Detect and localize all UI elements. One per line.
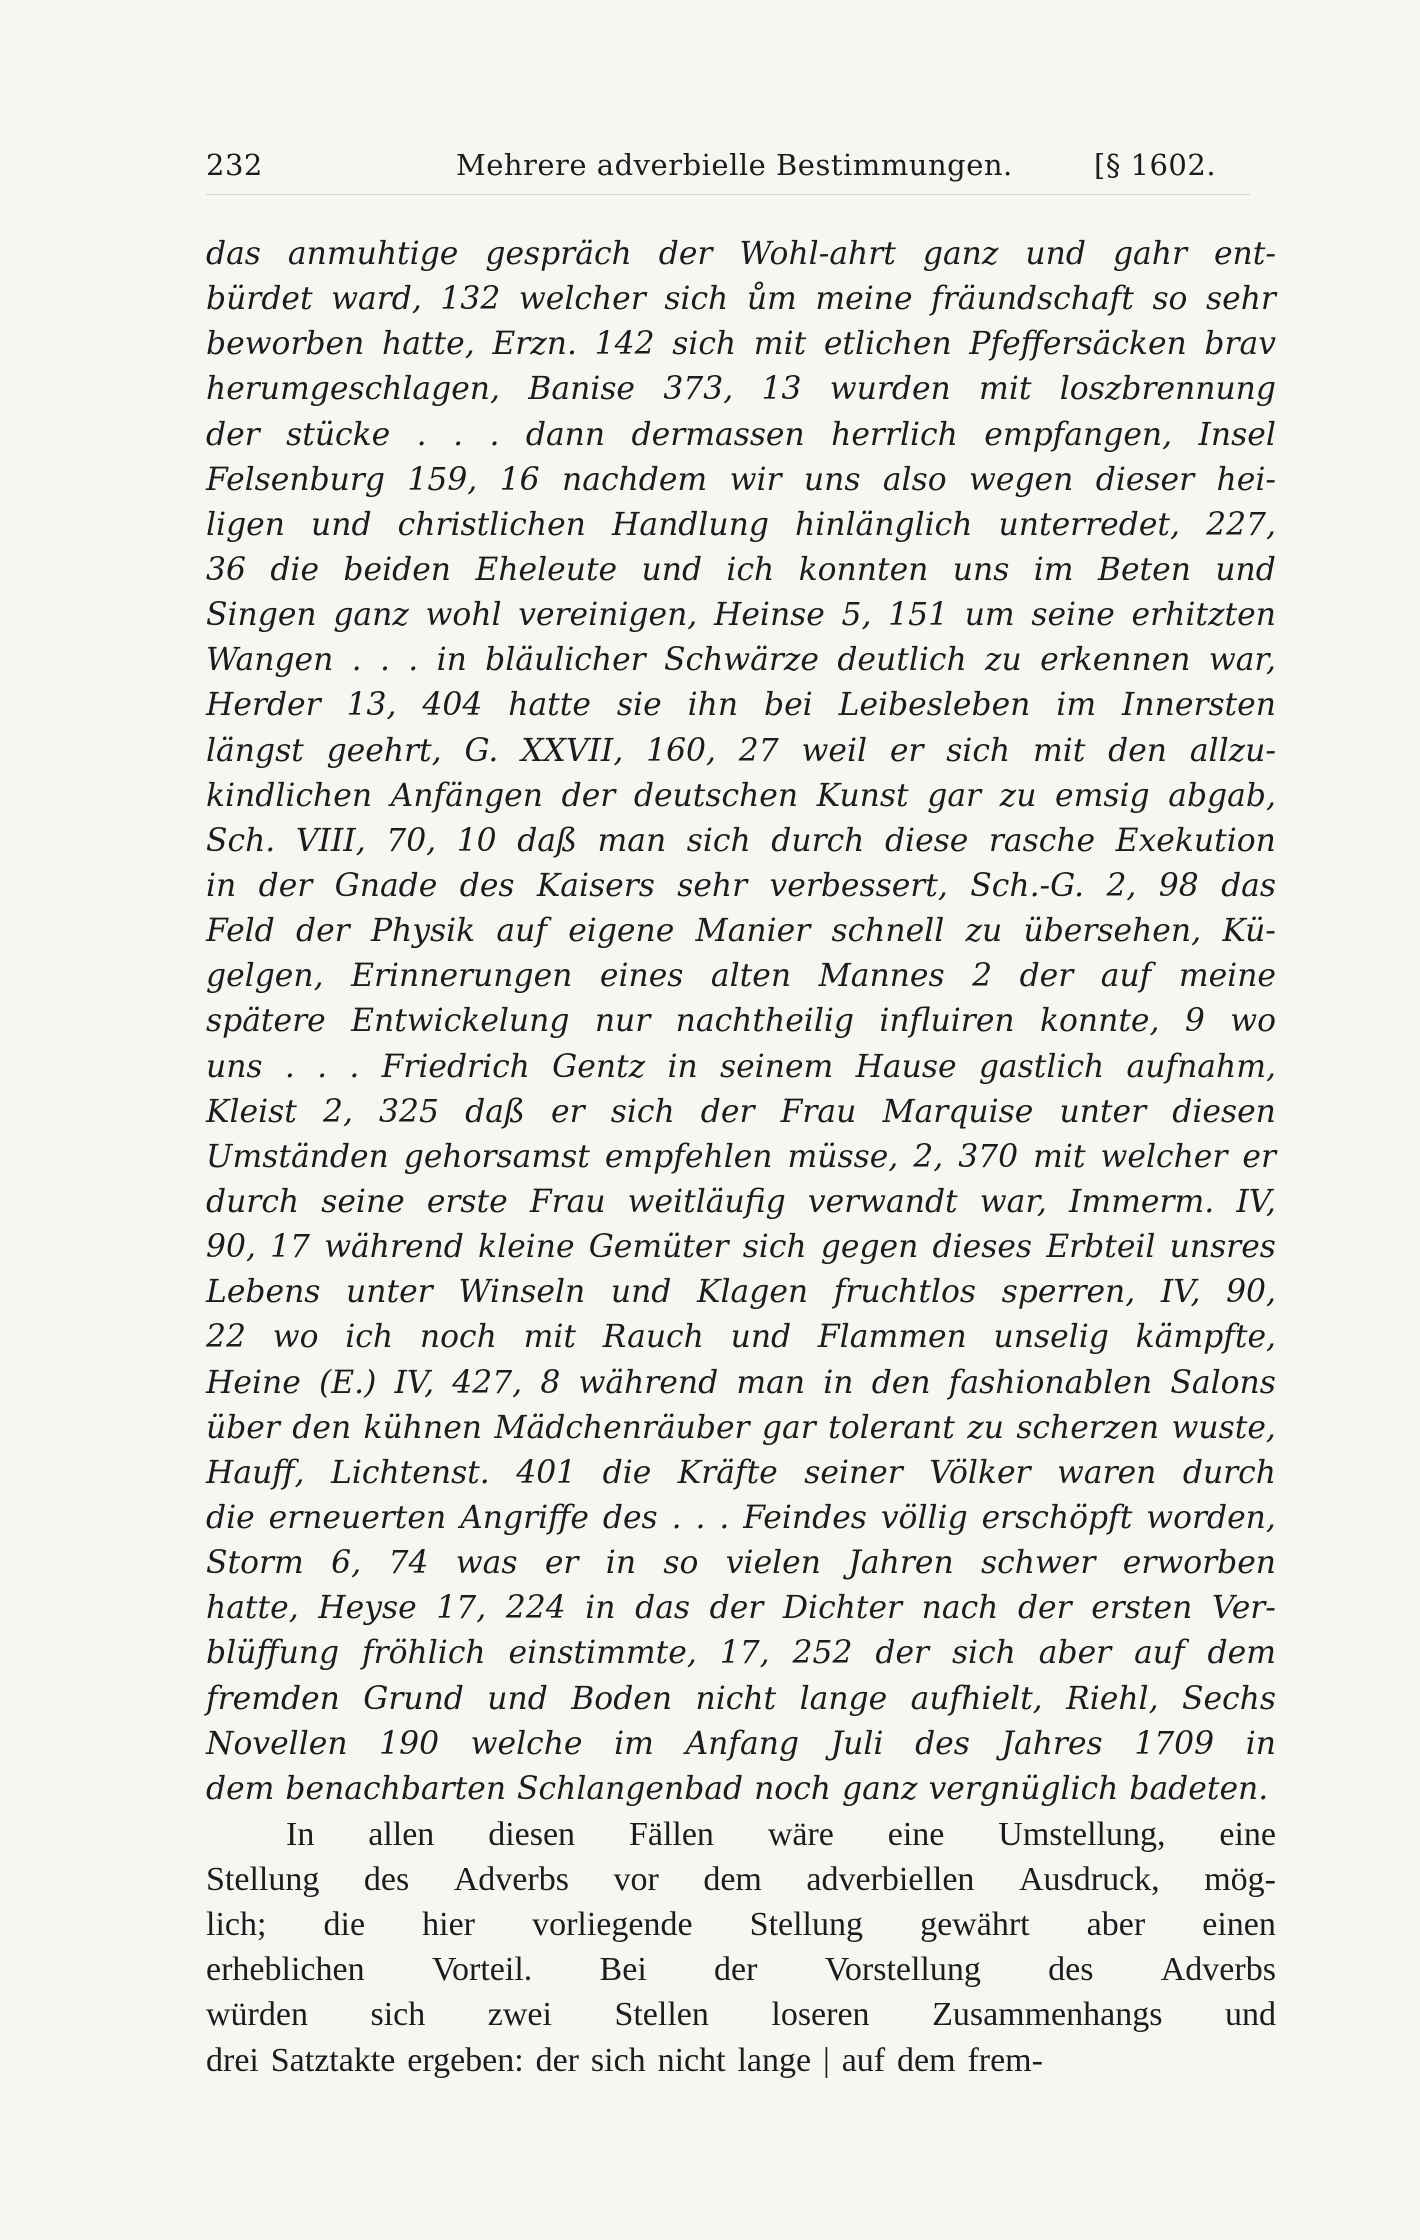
text-line: spätere Entwickelung nur nachtheilig influiren konnte, 9 wo xyxy=(206,1003,1276,1040)
text-line: lich; die hier vorliegende Stellung gewährt aber einen xyxy=(206,1906,1276,1944)
text-line: ligen und christlichen Handlung hinlänglich unterredet, 227, xyxy=(206,506,1276,543)
text-line: Kleist 2, 325 daß er sich der Frau Marquise unter diesen xyxy=(206,1093,1276,1130)
text-line: Hauff, Lichtenst. 401 die Kräfte seiner Völker waren durch xyxy=(206,1454,1276,1491)
text-line: Wangen . . . in bläulicher Schwärze deutlich zu erkennen war, xyxy=(206,642,1276,679)
text-line: erheblichen Vorteil. Bei der Vorstellung des Adverbs xyxy=(206,1951,1276,1989)
text-line: Umständen gehorsamst empfehlen müsse, 2, 370 mit welcher er xyxy=(206,1138,1276,1175)
text-line: längst geehrt, G. XXVII, 160, 27 weil er sich mit den allzu- xyxy=(206,732,1276,769)
text-line: Storm 6, 74 was er in so vielen Jahren schwer erworben xyxy=(206,1545,1276,1582)
text-line: blüffung fröhlich einstimmte, 17, 252 der sich aber auf dem xyxy=(206,1635,1276,1672)
text-line: würden sich zwei Stellen loseren Zusammenhangs und xyxy=(206,1996,1276,2034)
text-line: Stellung des Adverbs vor dem adverbiellen Ausdruck, mög- xyxy=(206,1861,1276,1899)
text-line: gelgen, Erinnerungen eines alten Mannes 2 der auf meine xyxy=(206,958,1276,995)
text-line: uns . . . Friedrich Gentz in seinem Hause gastlich aufnahm, xyxy=(206,1048,1276,1085)
text-line: das anmuhtige gespräch der Wohl-ahrt ganz und gahr ent- xyxy=(206,236,1276,272)
body-text xyxy=(206,232,1276,2083)
text-line: kindlichen Anfängen der deutschen Kunst gar zu emsig abgab, xyxy=(206,777,1276,814)
text-line: durch seine erste Frau weitläufig verwandt war, Immerm. IV, xyxy=(206,1183,1276,1220)
header-rule xyxy=(206,194,1250,195)
text-line: Herder 13, 404 hatte sie ihn bei Leibesleben im Innersten xyxy=(206,687,1276,724)
page-number: 232 xyxy=(206,148,263,182)
text-line: in der Gnade des Kaisers sehr verbessert, Sch.-G. 2, 98 das xyxy=(206,867,1276,904)
running-header xyxy=(206,148,1250,192)
text-line: drei Satztakte ergeben: der sich nicht lange | auf dem frem- xyxy=(206,2041,1043,2079)
text-line: dem benachbarten Schlangenbad noch ganz vergnüglich badeten. xyxy=(206,1770,1269,1807)
text-line: Heine (E.) IV, 427, 8 während man in den fashionablen Salons xyxy=(206,1364,1276,1401)
text-line: 36 die beiden Eheleute und ich konnten uns im Beten und xyxy=(206,551,1276,588)
text-line: Singen ganz wohl vereinigen, Heinse 5, 151 um seine erhitzten xyxy=(206,597,1276,634)
text-line: der stücke . . . dann dermassen herrlich empfangen, Insel xyxy=(206,416,1276,453)
text-line: Felsenburg 159, 16 nachdem wir uns also wegen dieser hei- xyxy=(206,461,1276,498)
section-reference: [§ 1602. xyxy=(1094,148,1217,182)
text-line: Novellen 190 welche im Anfang Juli des Jahres 1709 in xyxy=(206,1725,1276,1762)
running-title: Mehrere adverbielle Bestimmungen. xyxy=(456,148,1013,182)
text-line: bürdet ward, 132 welcher sich ům meine fräundschaft so sehr xyxy=(206,281,1276,318)
text-line: die erneuerten Angriffe des . . . Feindes völlig erschöpft worden, xyxy=(206,1499,1276,1536)
text-line: über den kühnen Mädchenräuber gar tolerant zu scherzen wuste, xyxy=(206,1409,1276,1446)
text-line: Lebens unter Winseln und Klagen fruchtlos sperren, IV, 90, xyxy=(206,1274,1276,1311)
text-line: beworben hatte, Erzn. 142 sich mit etlichen Pfeffersäcken brav xyxy=(206,326,1276,363)
text-line: 22 wo ich noch mit Rauch und Flammen unselig kämpfte, xyxy=(206,1319,1276,1356)
text-line: Feld der Physik auf eigene Manier schnell zu übersehen, Kü- xyxy=(206,913,1276,950)
text-line: fremden Grund und Boden nicht lange aufhielt, Riehl, Sechs xyxy=(206,1680,1276,1717)
text-line: In allen diesen Fällen wäre eine Umstellung, eine xyxy=(286,1815,1276,1853)
text-line: hatte, Heyse 17, 224 in das der Dichter nach der ersten Ver- xyxy=(206,1590,1276,1627)
text-line: herumgeschlagen, Banise 373, 13 wurden mit loszbrennung xyxy=(206,371,1276,408)
text-line: Sch. VIII, 70, 10 daß man sich durch diese rasche Exekution xyxy=(206,822,1276,859)
text-line: 90, 17 während kleine Gemüter sich gegen dieses Erbteil unsres xyxy=(206,1229,1276,1266)
